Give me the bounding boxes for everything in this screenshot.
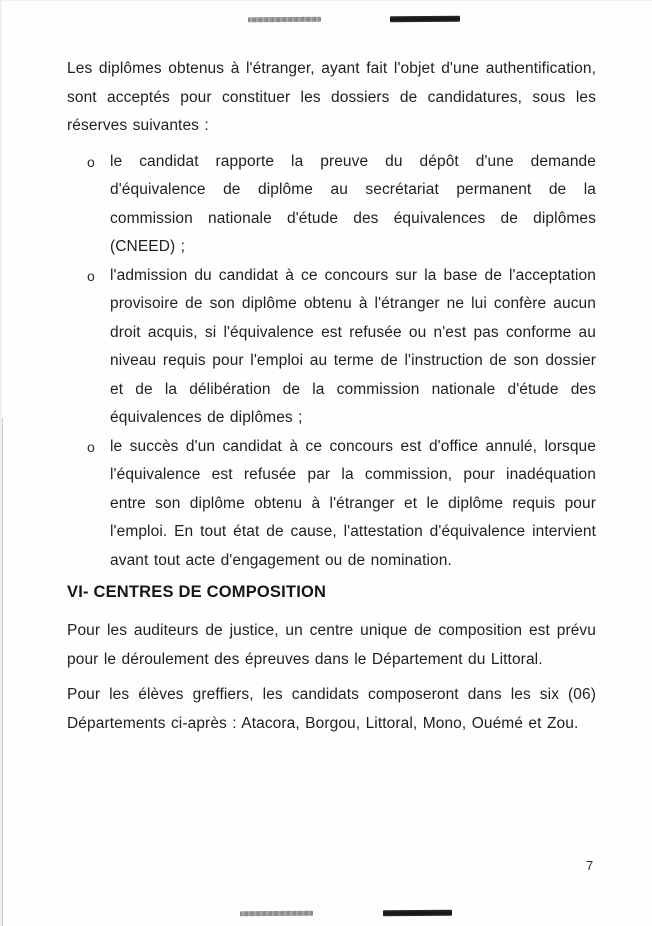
list-item-admission — [67, 262, 596, 433]
paragraph-intro: Les diplômes obtenus à l'étranger, ayant fait l'objet d'une authentification, sont acceptés pour constituer les dossiers de candidatures, sous les réserves suivantes : — [67, 60, 596, 134]
list-item-cneed — [67, 148, 596, 262]
section-heading-centres-de-composition: VI- CENTRES DE COMPOSITION — [67, 583, 327, 601]
conditions-list — [67, 148, 596, 576]
binding-mark-top-gray — [248, 17, 321, 23]
paragraph-auditeurs: Pour les auditeurs de justice, un centre unique de composition est prévu pour le déroulement des épreuves dans le Département du Littoral. — [67, 622, 596, 668]
binding-mark-bottom-gray — [240, 911, 313, 917]
bullet-marker: o — [87, 267, 95, 284]
bullet-marker: o — [87, 438, 95, 455]
list-item-text: le candidat rapporte la preuve du dépôt d'une demande d'équivalence de diplôme au secrétariat permanent de la commission nationale d'étude des équivalences de diplômes (CNEED) ; — [110, 152, 596, 255]
paragraph-greffiers: Pour les élèves greffiers, les candidats composeront dans les six (06) Départements ci-après : Atacora, Borgou, Littoral, Mono, Ouémé et Zou. — [67, 686, 596, 732]
list-item-text: l'admission du candidat à ce concours sur la base de l'acceptation provisoire de son diplôme obtenu à l'étranger ne lui confère aucun droit acquis, si l'équivalence est refusée ou n'est pas conforme au niveau requis pour l'emploi au terme de l'instruction de son dossier et de la délibération de la commission nationale d'étude des équivalences de diplômes ; — [110, 266, 596, 426]
scan-edge-top — [0, 0, 652, 1]
scan-edge-left — [2, 418, 3, 926]
binding-mark-bottom-black — [383, 910, 452, 916]
binding-mark-top-black — [390, 16, 460, 22]
list-item-text: le succès d'un candidat à ce concours est d'office annulé, lorsque l'équivalence est refusée par la commission, pour inadéquation entre son diplôme obtenu à l'étranger et le diplôme requis pour l'emploi. En tout état de cause, l'attestation d'équivalence intervient avant tout acte d'engagement ou de nomination. — [110, 437, 596, 569]
page-content — [67, 55, 596, 745]
list-item-succes — [67, 433, 596, 576]
bullet-marker: o — [87, 153, 95, 170]
page-number: 7 — [586, 858, 594, 873]
